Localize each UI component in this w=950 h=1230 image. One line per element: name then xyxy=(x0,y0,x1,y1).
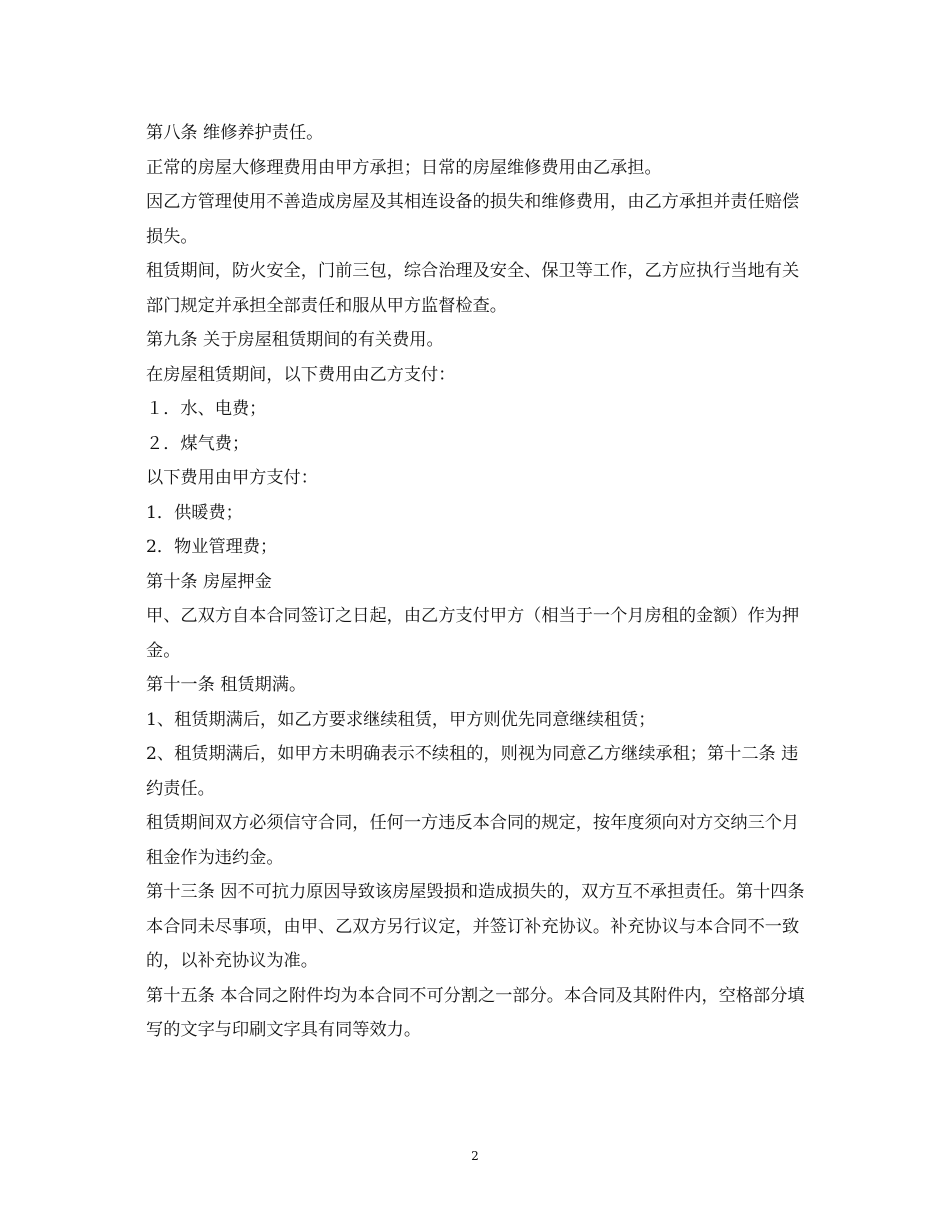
list-item: 1、租赁期满后，如乙方要求继续租赁，甲方则优先同意继续租赁； xyxy=(146,709,656,730)
page-number: 2 xyxy=(471,1149,479,1163)
list-item: 1．供暖费； xyxy=(146,502,243,523)
paragraph: 以下费用由甲方支付： xyxy=(146,468,318,488)
article-10-heading: 第十条 房屋押金 xyxy=(146,571,272,592)
article-9-heading: 第九条 关于房屋租赁期间的有关费用。 xyxy=(146,330,444,350)
paragraph: 第十三条 因不可抗力原因导致该房屋毁损和造成损失的，双方互不承担责任。第十四条 本合同未尽事项，由甲、乙双方另行议定，并签订补充协议。补充协议与本合同不一致的，以补充协议为准。 xyxy=(146,882,805,971)
document-body xyxy=(146,116,810,1048)
list-item: 2、租赁期满后，如甲方未明确表示不续租的，则视为同意乙方继续承租；第十二条 违约责任。 xyxy=(146,744,799,799)
paragraph: 租赁期间双方必须信守合同，任何一方违反本合同的规定，按年度须向对方交纳三个月租金作为违约金。 xyxy=(146,813,800,868)
list-item: ２．煤气费； xyxy=(146,433,250,454)
paragraph: 第十五条 本合同之附件均为本合同不可分割之一部分。本合同及其附件内，空格部分填写的文字与印刷文字具有同等效力。 xyxy=(146,985,805,1040)
article-8-heading: 第八条 维修养护责任。 xyxy=(146,123,324,143)
list-item: 2．物业管理费； xyxy=(146,537,278,557)
paragraph: 租赁期间，防火安全，门前三包，综合治理及安全、保卫等工作，乙方应执行当地有关部门规定并承担全部责任和服从甲方监督检查。 xyxy=(146,261,800,316)
paragraph: 因乙方管理使用不善造成房屋及其相连设备的损失和维修费用，由乙方承担并责任赔偿损失。 xyxy=(146,192,800,247)
paragraph: 甲、乙双方自本合同签订之日起，由乙方支付甲方（相当于一个月房租的金额）作为押金。 xyxy=(146,606,800,661)
article-11-heading: 第十一条 租赁期满。 xyxy=(146,675,307,695)
paragraph: 正常的房屋大修理费用由甲方承担；日常的房屋维修费用由乙承担。 xyxy=(146,157,662,178)
paragraph: 在房屋租赁期间，以下费用由乙方支付： xyxy=(146,364,456,385)
list-item: １．水、电费； xyxy=(146,399,267,419)
